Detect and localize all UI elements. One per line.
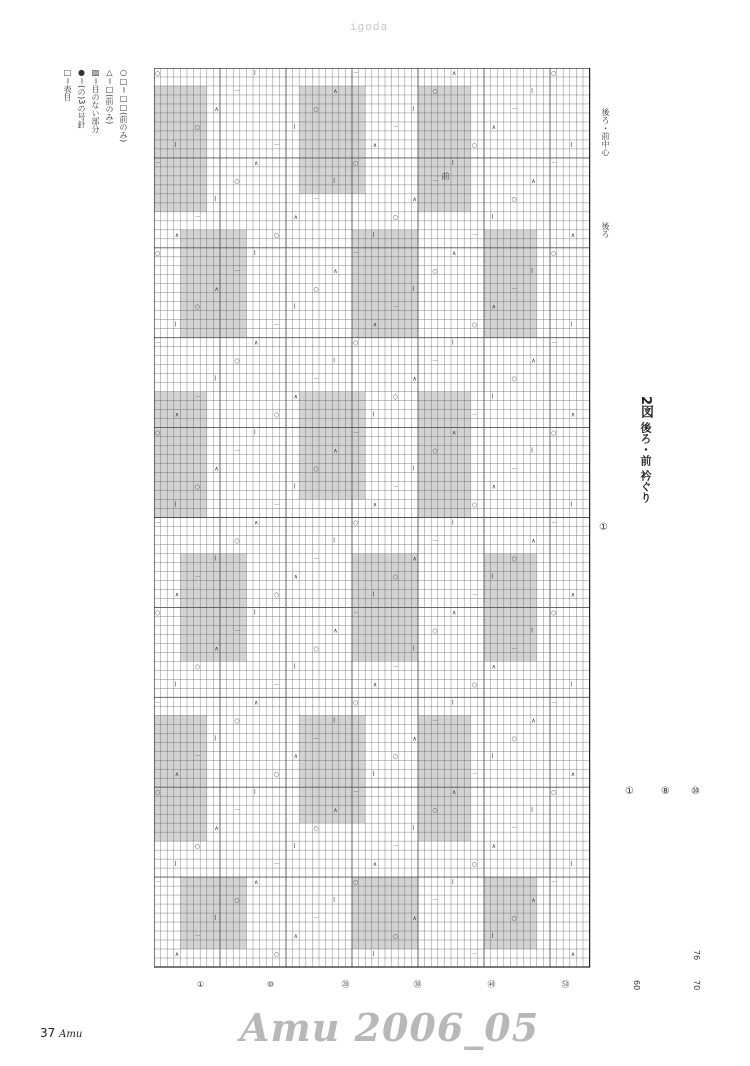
stitch-symbol: l [372,411,375,419]
stitch-symbol: l [174,681,177,689]
stitch-symbol: ∧ [174,411,180,419]
stitch-symbol: ∧ [372,861,378,869]
stitch-symbol: ∧ [412,735,417,743]
stitch-symbol: ∧ [333,267,338,275]
stitch-symbol: ○ [353,519,359,527]
stitch-symbol: ○ [392,393,398,401]
stitch-symbol: － [432,717,439,725]
stitch-symbol: ○ [392,213,398,221]
row-marker-2: ⑧ [660,786,671,797]
stitch-symbol: l [412,105,415,113]
stitch-symbol: ∧ [293,393,299,401]
stitch-symbol: l [372,951,375,959]
stitch-symbol: ○ [511,915,517,923]
front-label: 前 [441,172,450,180]
stitch-symbol: ○ [234,537,240,545]
stitch-symbol: l [293,663,296,671]
stitch-symbol: l [174,861,177,869]
stitch-symbol: ∧ [174,951,180,959]
stitch-symbol: ○ [273,411,280,419]
magazine-name: Amu [59,1029,83,1040]
col-marker-70: 70 [692,980,701,991]
stitch-symbol: l [570,141,573,149]
stitch-symbol: ∧ [372,681,378,689]
stitch-symbol: ∧ [531,717,536,725]
stitch-symbol: － [313,915,320,923]
stitch-symbol: － [511,645,518,653]
stitch-symbol: － [392,303,399,311]
row-marker-1: ① [624,786,635,797]
stitch-symbol: ○ [432,87,438,95]
stitch-symbol: － [353,249,360,257]
stitch-symbol: － [155,519,162,527]
stitch-symbol: ∧ [372,501,378,509]
stitch-symbol: ∧ [214,105,219,113]
stitch-symbol: ○ [551,70,557,77]
stitch-symbol: l [214,555,217,563]
col-marker-1: ① [196,980,205,989]
stitch-symbol: － [155,879,162,887]
stitch-symbol: ○ [273,951,280,959]
stitch-symbol: ○ [313,465,319,473]
stitch-symbol: ∧ [452,429,457,437]
stitch-symbol: ○ [432,447,438,455]
stitch-symbol: ○ [471,501,478,509]
stitch-symbol: l [333,537,335,545]
stitch-symbol: ○ [234,717,240,725]
stitch-symbol: l [333,717,335,725]
stitch-symbol: ∧ [491,483,497,491]
stitch-symbol: ∧ [491,123,497,131]
stitch-symbol: － [392,843,399,851]
stitch-symbol: ∧ [491,663,497,671]
stitch-symbol: － [273,861,280,869]
stitch-symbol: － [234,627,241,635]
stitch-symbol: ∧ [570,411,576,419]
stitch-symbol: l [531,87,533,95]
stitch-symbol: ○ [551,789,557,797]
stitch-symbol: － [511,285,518,293]
stitch-symbol: ○ [511,735,517,743]
stitch-symbol: ○ [313,285,319,293]
page-number: 37 [40,1026,56,1040]
stitch-symbol: ∧ [293,573,299,581]
col-marker-20: ⑳ [341,980,350,988]
stitch-symbol: － [551,699,558,707]
stitch-symbol: － [511,105,518,113]
stitch-symbol: l [412,645,415,653]
stitch-symbol: ∧ [412,555,417,563]
stitch-symbol: l [214,375,217,383]
stitch-symbol: ○ [194,843,200,851]
stitch-symbol: － [551,519,558,527]
stitch-symbol: l [254,429,256,437]
stitch-symbol: l [174,141,177,149]
stitch-symbol: ○ [273,231,280,239]
stitch-symbol: － [471,591,478,599]
stitch-symbol: ○ [551,249,557,257]
stitch-symbol: ○ [471,141,478,149]
stitch-symbol: － [551,339,558,347]
stitch-symbol: ○ [234,357,240,365]
stitch-symbol: ○ [313,825,319,833]
stitch-symbol: l [254,789,256,797]
stitch-symbol: － [155,339,162,347]
stitch-symbol: ∧ [254,879,259,887]
stitch-symbol: ∧ [491,303,497,311]
edge-marker: ① [598,522,609,533]
stitch-symbol: － [234,87,241,95]
stitch-symbol: － [353,789,360,797]
stitch-symbol: ∧ [570,231,576,239]
stitch-symbol: ○ [155,609,161,617]
stitch-symbol: ∧ [293,933,299,941]
stitch-symbol: ∧ [254,159,259,167]
stitch-symbol: l [531,267,533,275]
stitch-symbol: － [194,573,201,581]
stitch-symbol: － [471,231,478,239]
stitch-symbol: ∧ [531,357,536,365]
stitch-symbol: ∧ [570,771,576,779]
stitch-symbol: ∧ [254,339,259,347]
stitch-symbol: － [353,70,360,77]
stitch-symbol: l [293,303,296,311]
stitch-symbol: ○ [194,483,200,491]
watermark: igoda [350,20,389,33]
stitch-symbol: ∧ [254,519,259,527]
stitch-symbol: － [313,195,320,203]
stitch-symbol: － [471,951,478,959]
stitch-symbol: ○ [511,555,517,563]
stitch-symbol: ∧ [293,213,299,221]
stitch-symbol: － [194,753,201,761]
col-marker-30: ㉚ [413,980,422,988]
stitch-symbol: － [511,825,518,833]
stitch-symbol: ○ [471,861,478,869]
stitch-symbol: ∧ [333,447,338,455]
stitch-symbol: l [412,285,415,293]
stitch-symbol: l [293,123,296,131]
stitch-symbol: － [551,159,558,167]
stitch-symbol: ∧ [491,843,497,851]
stitch-symbol: － [432,177,439,185]
stitch-symbol: ○ [471,321,478,329]
stitch-symbol: ○ [313,645,319,653]
stitch-symbol: ∧ [412,915,417,923]
stitch-symbol: ∧ [214,465,219,473]
stitch-symbol: l [174,501,177,509]
stitch-symbol: ∧ [412,375,417,383]
stitch-symbol: － [273,141,280,149]
stitch-symbol: ∧ [372,321,378,329]
stitch-symbol: － [155,159,162,167]
stitch-symbol: ∧ [214,285,219,293]
col-marker-76: 76 [692,950,701,961]
stitch-symbol: ○ [273,591,280,599]
stitch-symbol: ∧ [214,645,219,653]
stitch-symbol: － [234,267,241,275]
stitch-symbol: ○ [432,807,438,815]
stitch-symbol: l [452,159,454,167]
stitch-symbol: － [392,123,399,131]
stitch-symbol: － [353,429,360,437]
brand-watermark: Amu 2006_05 [240,1005,540,1050]
stitch-symbol: l [452,699,454,707]
back-label: 後ろ [601,222,610,238]
stitch-symbol: － [194,933,201,941]
stitch-symbol: l [491,573,494,581]
stitch-symbol: l [372,591,375,599]
stitch-symbol: l [491,393,494,401]
stitch-symbol: l [214,735,217,743]
stitch-symbol: ∧ [174,231,180,239]
stitch-symbol: － [273,321,280,329]
legend-item-3: ▨＝目のない部分 [91,68,100,133]
stitch-symbol: ∧ [412,195,417,203]
stitch-symbol: l [570,501,573,509]
stitch-symbol: － [234,807,241,815]
stitch-symbol: ○ [353,879,359,887]
stitch-symbol: l [531,807,533,815]
legend-item-1: □＝表目 [63,68,72,101]
stitch-symbol: l [412,465,415,473]
stitch-symbol: l [293,843,296,851]
stitch-symbol: － [353,609,360,617]
knitting-chart-grid [154,68,699,968]
figure-title [636,396,655,503]
stitch-symbol: ∧ [214,825,219,833]
stitch-symbol: － [392,483,399,491]
stitch-symbol: ∧ [452,249,457,257]
stitch-symbol: ○ [392,753,398,761]
stitch-symbol: ∧ [570,951,576,959]
stitch-symbol: l [570,321,573,329]
stitch-symbol: ○ [155,249,161,257]
stitch-symbol: l [531,447,533,455]
stitch-symbol: ∧ [531,897,536,905]
stitch-symbol: ○ [155,789,161,797]
stitch-symbol: ○ [353,339,359,347]
stitch-symbol: － [471,771,478,779]
stitch-symbol: l [452,519,454,527]
stitch-symbol: ∧ [452,609,457,617]
stitch-symbol: － [511,465,518,473]
stitch-symbol: － [194,213,201,221]
stitch-symbol: ∧ [452,789,457,797]
stitch-symbol: － [551,879,558,887]
stitch-symbol: ○ [194,123,200,131]
stitch-symbol: － [432,897,439,905]
stitch-symbol: ○ [511,375,517,383]
stitch-symbol: ○ [471,681,478,689]
stitch-symbol: ○ [234,897,240,905]
stitch-symbol: l [333,357,335,365]
stitch-symbol: l [254,249,256,257]
stitch-symbol: ○ [234,177,240,185]
stitch-symbol: ∧ [293,753,299,761]
stitch-symbol: － [273,681,280,689]
stitch-symbol: l [293,483,296,491]
stitch-symbol: ∧ [333,87,338,95]
center-label: 後ろ・前中心 [601,108,610,156]
stitch-symbol: － [471,411,478,419]
stitch-symbol: ○ [194,663,200,671]
stitch-symbol: － [155,699,162,707]
stitch-symbol: ○ [353,699,359,707]
stitch-symbol: ∧ [531,177,536,185]
stitch-symbol: ∧ [174,771,180,779]
stitch-symbol: l [491,753,494,761]
stitch-symbol: l [491,933,494,941]
stitch-symbol: － [273,501,280,509]
stitch-symbol: ○ [155,429,161,437]
legend-item-5: ○□＝□□(前のみ) [119,68,128,143]
stitch-symbol: － [234,447,241,455]
stitch-symbol: l [333,897,335,905]
col-marker-60: 60 [632,980,641,991]
stitch-symbol: ○ [551,429,557,437]
page-footer [40,1026,82,1040]
figure-title-text: 後ろ・前 衿ぐり [639,421,652,503]
stitch-symbol: l [214,915,217,923]
row-marker-3: ⑩ [690,786,701,797]
stitch-symbol: l [452,339,454,347]
stitch-symbol: ∧ [333,627,338,635]
stitch-symbol: ○ [273,771,280,779]
stitch-symbol: － [194,393,201,401]
stitch-symbol: ∧ [372,141,378,149]
stitch-symbol: ○ [551,609,557,617]
stitch-symbol: ○ [511,195,517,203]
stitch-symbol: ○ [392,933,398,941]
stitch-symbol: － [392,663,399,671]
stitch-symbol: l [570,681,573,689]
stitch-symbol: ∧ [174,591,180,599]
stitch-symbol: l [214,195,217,203]
stitch-symbol: l [570,861,573,869]
stitch-symbol: ○ [353,159,359,167]
stitch-symbol: － [432,357,439,365]
stitch-symbol: ∧ [531,537,536,545]
stitch-symbol: l [372,771,375,779]
stitch-symbol: ○ [155,70,161,77]
stitch-symbol: － [313,555,320,563]
stitch-symbol: ∧ [452,70,457,77]
figure-number: 2図 [638,396,653,419]
col-marker-40: ㊵ [487,980,496,988]
stitch-symbol: － [432,537,439,545]
stitch-symbol: ○ [392,573,398,581]
stitch-symbol: l [333,177,335,185]
stitch-symbol: l [372,231,375,239]
stitch-symbol: － [313,375,320,383]
stitch-symbol: l [452,879,454,887]
legend [62,68,128,178]
stitch-symbol: ∧ [570,591,576,599]
stitch-symbol: l [254,609,256,617]
col-marker-10: ⑩ [266,980,275,989]
stitch-symbol: ∧ [254,699,259,707]
stitch-symbol: － [313,735,320,743]
stitch-symbol: l [531,627,533,635]
stitch-symbol: ○ [432,267,438,275]
legend-item-2: ●＝(の)3の号針 [77,68,86,129]
stitch-symbol: l [412,825,415,833]
legend-item-4: △＝□(前のみ) [105,68,114,125]
stitch-symbol: l [491,213,494,221]
col-marker-50: ㊿ [561,980,570,988]
stitch-symbol: ○ [432,627,438,635]
knitting-chart [154,68,699,972]
stitch-symbol: ∧ [333,807,338,815]
stitch-symbol: l [174,321,177,329]
stitch-symbol: l [254,70,256,77]
column-markers [0,950,750,1008]
stitch-symbol: ○ [313,105,319,113]
stitch-symbol: ○ [194,303,200,311]
